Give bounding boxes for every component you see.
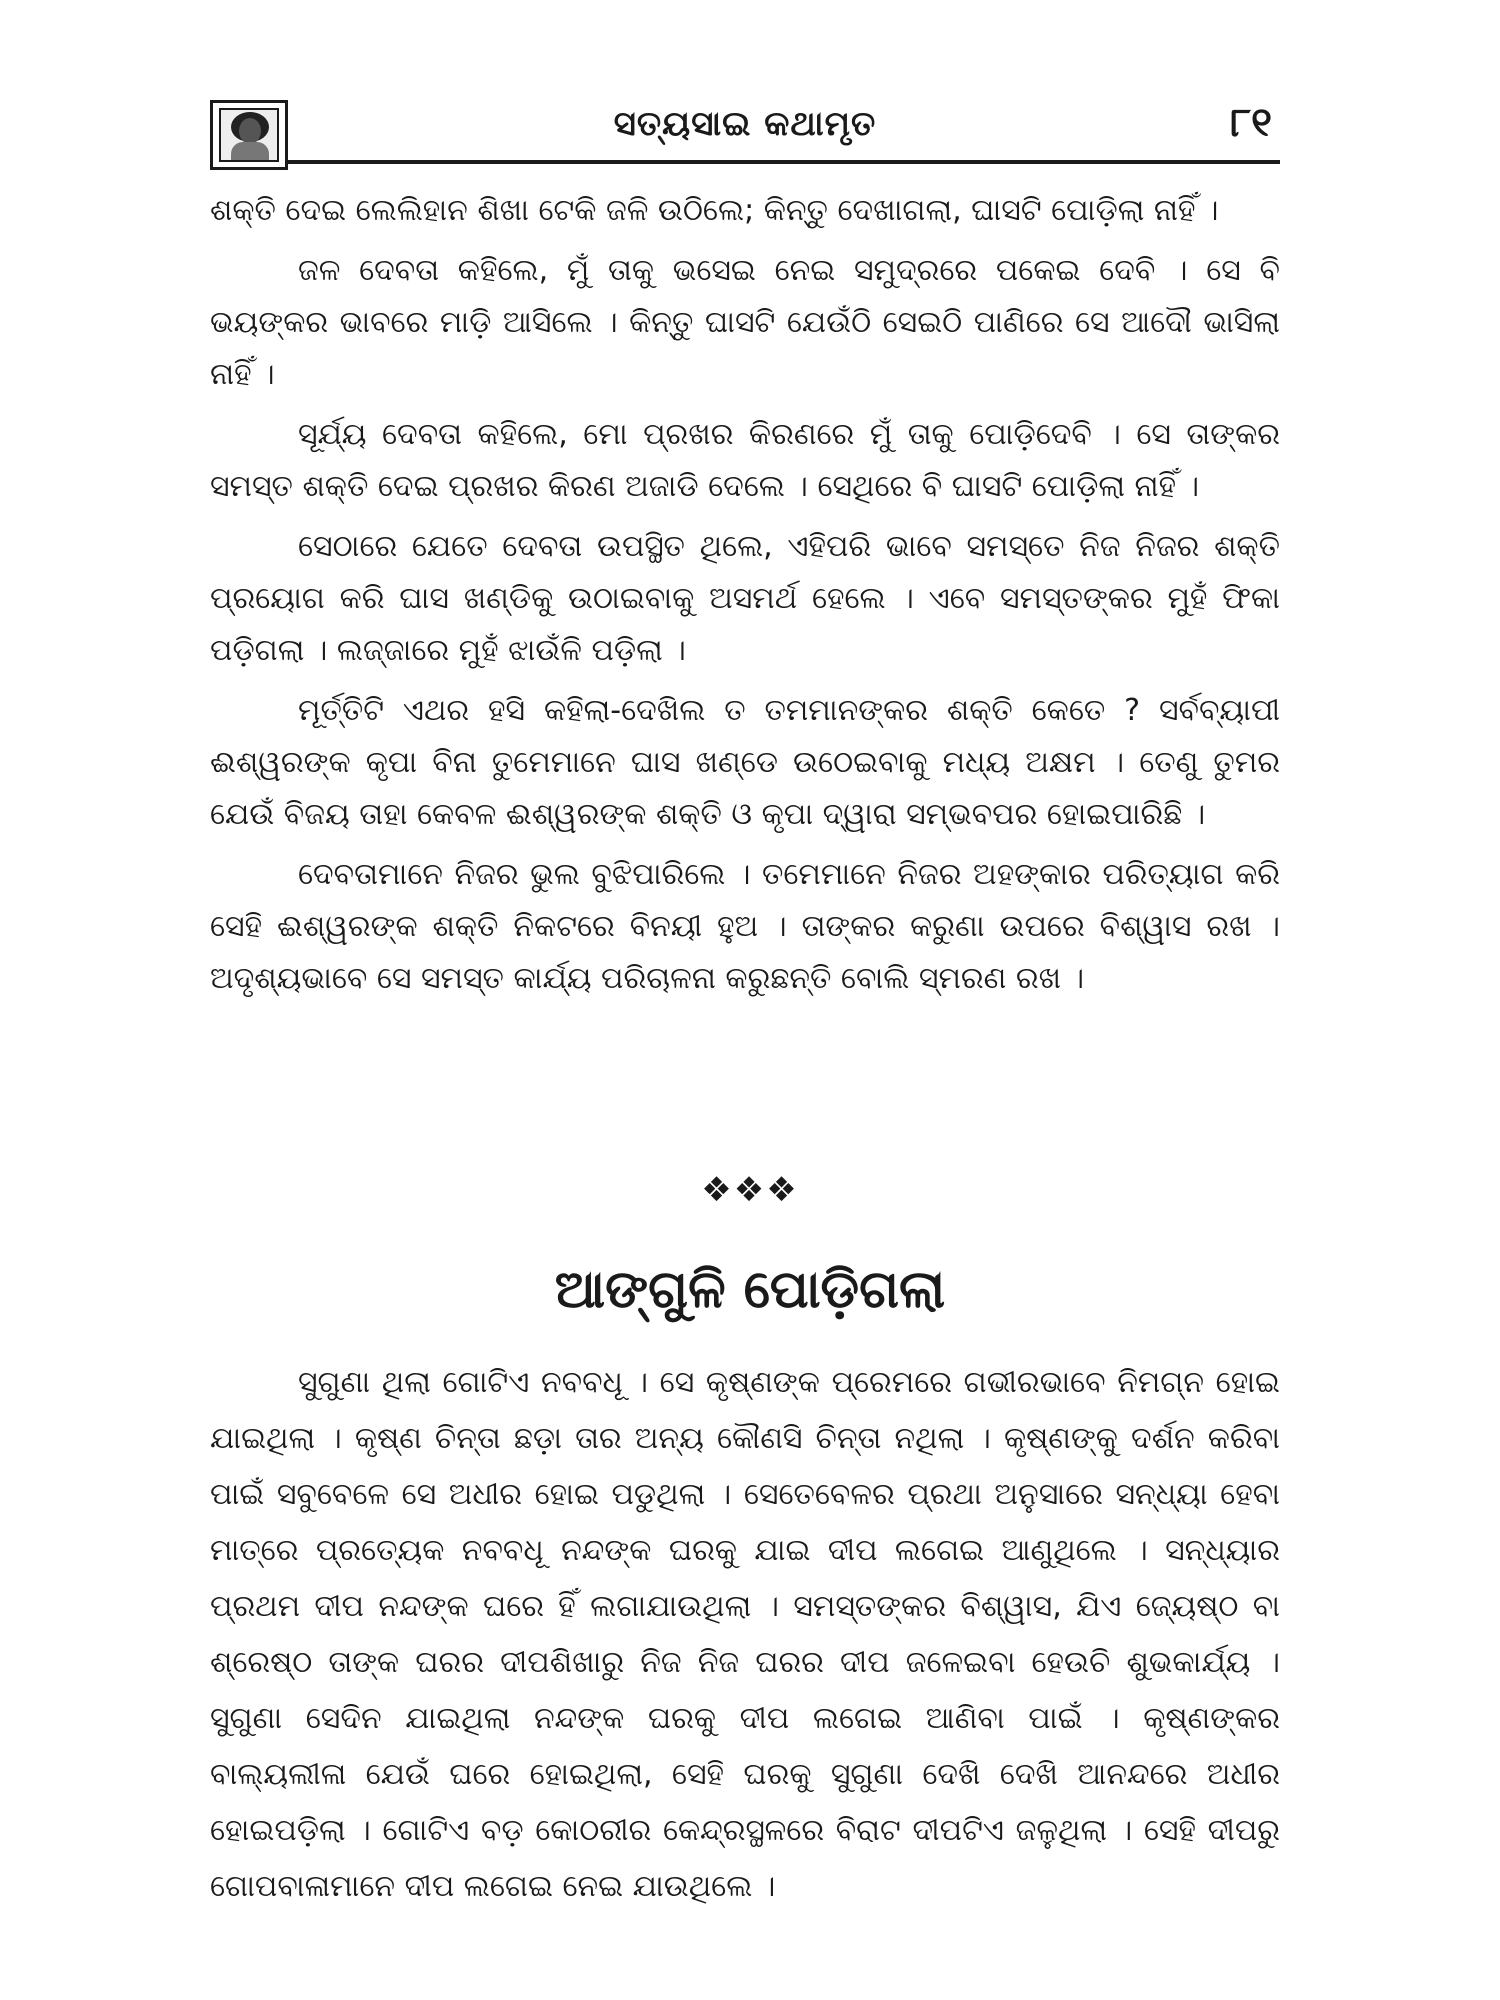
paragraph: ମୂର୍ତ୍ତିଟି ଏଥର ହସି କହିଲା-ଦେଖିଲ ତ ତମମାନଙ୍କର ଶକ୍ତି କେତେ ? ସର୍ବବ୍ୟାପୀ ଈଶ୍ୱରଙ୍କ କୃପା ବିନା ତୁମେମାନେ ଘାସ ଖଣ୍ଡେ ଉଠେଇବାକୁ ମଧ୍ୟ ଅକ୍ଷମ । ତେଣୁ ତୁମର ଯେଉଁ ବିଜୟ ତାହା କେବଳ ଈଶ୍ୱରଙ୍କ ଶକ୍ତି ଓ କୃପା ଦ୍ୱାରା ସମ୍ଭବପର ହୋଇପାରିଛି । xyxy=(210,693,1280,832)
paragraph: ଶକ୍ତି ଦେଇ ଲେଲିହାନ ଶିଖା ଟେକି ଜଳି ଉଠିଲେ; କିନ୍ତୁ ଦେଖାଗଲା, ଘାସଟି ପୋଡ଼ିଲା ନାହିଁ । xyxy=(210,193,1219,228)
story-title: ଆଙ୍ଗୁଳି ପୋଡ଼ିଗଲା xyxy=(554,1260,946,1320)
paragraph: ସୁଗୁଣା ଥିଲା ଗୋଟିଏ ନବବଧୂ । ସେ କୃଷ୍ଣଙ୍କ ପ୍ରେମରେ ଗଭୀରଭାବେ ନିମଗ୍ନ ହୋଇ ଯାଇଥିଲା । କୃଷ୍ଣ ଚିନ୍ତା ଛଡ଼ା ତାର ଅନ୍ୟ କୌଣସି ଚିନ୍ତା ନଥିଲା । କୃଷ୍ଣଙ୍କୁ ଦର୍ଶନ କରିବା ପାଇଁ ସବୁବେଳେ ସେ ଅଧୀର ହୋଇ ପଡୁଥିଲା । ସେତେବେଳର ପ୍ରଥା ଅନୁସାରେ ସନ୍ଧ୍ୟା ହେବା ମାତ୍ରେ ପ୍ରତ୍ୟେକ ନବବଧୂ ନନ୍ଦଙ୍କ ଘରକୁ ଯାଇ ଦୀପ ଲଗେଇ ଆଣୁଥିଲେ । ସନ୍ଧ୍ୟାର ପ୍ରଥମ ଦୀପ ନନ୍ଦଙ୍କ ଘରେ ହିଁ ଲଗାଯାଉଥିଲା । ସମସ୍ତଙ୍କର ବିଶ୍ୱାସ, ଯିଏ ଜ୍ୟେଷ୍ଠ ବା ଶ୍ରେଷ୍ଠ ତାଙ୍କ ଘରର ଦୀପଶିଖାରୁ ନିଜ ନିଜ ଘରର ଦୀପ ଜଳେଇବା ହେଉଚି ଶୁଭକାର୍ଯ୍ୟ । ସୁଗୁଣା ସେଦିନ ଯାଇଥିଲା ନନ୍ଦଙ୍କ ଘରକୁ ଦୀପ ଲଗେଇ ଆଣିବା ପାଇଁ । କୃଷ୍ଣଙ୍କର ବାଲ୍ୟଲୀଳା ଯେଉଁ ଘରେ ହୋଇଥିଲା, ସେହି ଘରକୁ ସୁଗୁଣା ଦେଖି ଦେଖି ଆନନ୍ଦରେ ଅଧୀର ହୋଇପଡ଼ିଲା । ଗୋଟିଏ ବଡ଼ କୋଠରୀର କେନ୍ଦ୍ରସ୍ଥଳରେ ବିରାଟ ଦୀପଟିଏ ଜଳୁଥିଲା । ସେହି ଦୀପରୁ ଗୋପବାଳାମାନେ ଦୀପ ଲଗେଇ ନେଇ ଯାଉଥିଲେ । xyxy=(210,1365,1280,1904)
story-continuation xyxy=(210,185,1280,1013)
section-divider-ornament: ❖❖❖ xyxy=(701,1170,799,1210)
new-story-body xyxy=(210,1355,1280,1915)
running-title: ସତ୍ୟସାଇ କଥାମୃତ xyxy=(613,104,877,144)
page-header xyxy=(210,100,1280,164)
paragraph: ଜଳ ଦେବତା କହିଲେ, ମୁଁ ତାକୁ ଭସେଇ ନେଇ ସମୁଦ୍ରରେ ପକେଇ ଦେବି । ସେ ବି ଭୟଙ୍କର ଭାବରେ ମାଡ଼ି ଆସିଲେ । କିନ୍ତୁ ଘାସଟି ଯେଉଁଠି ସେଇଠି ପାଣିରେ ସେ ଆଦୌ ଭାସିଲା ନାହିଁ । xyxy=(210,253,1280,392)
paragraph: ସେଠାରେ ଯେତେ ଦେବତା ଉପସ୍ଥିତ ଥିଲେ, ଏହିପରି ଭାବେ ସମସ୍ତେ ନିଜ ନିଜର ଶକ୍ତି ପ୍ରୟୋଗ କରି ଘାସ ଖଣ୍ଡିକୁ ଉଠାଇବାକୁ ଅସମର୍ଥ ହେଲେ । ଏବେ ସମସ୍ତଙ୍କର ମୁହଁ ଫିକା ପଡ଼ିଗଲା । ଲଜ୍ଜାରେ ମୁହଁ ଝାଉଁଳି ପଡ଼ିଲା । xyxy=(210,529,1280,668)
page-number: ୮୧ xyxy=(1230,100,1272,146)
paragraph: ସୂର୍ଯ୍ୟ ଦେବତା କହିଲେ, ମୋ ପ୍ରଖର କିରଣରେ ମୁଁ ତାକୁ ପୋଡ଼ିଦେବି । ସେ ତାଙ୍କର ସମସ୍ତ ଶକ୍ତି ଦେଇ ପ୍ରଖର କିରଣ ଅଜାଡି ଦେଲେ । ସେଥିରେ ବି ଘାସଟି ପୋଡ଼ିଲା ନାହିଁ । xyxy=(210,417,1280,504)
paragraph: ଦେବତାମାନେ ନିଜର ଭୁଲ ବୁଝିପାରିଲେ । ତମେମାନେ ନିଜର ଅହଙ୍କାର ପରିତ୍ୟାଗ କରି ସେହି ଈଶ୍ୱରଙ୍କ ଶକ୍ତି ନିକଟରେ ବିନୟୀ ହୁଅ । ତାଙ୍କର କରୁଣା ଉପରେ ବିଶ୍ୱାସ ରଖ । ଅଦୃଶ୍ୟଭାବେ ସେ ସମସ୍ତ କାର୍ଯ୍ୟ ପରିଚାଳନା କରୁଛନ୍ତି ବୋଲି ସ୍ମରଣ ରଖ । xyxy=(210,857,1280,996)
